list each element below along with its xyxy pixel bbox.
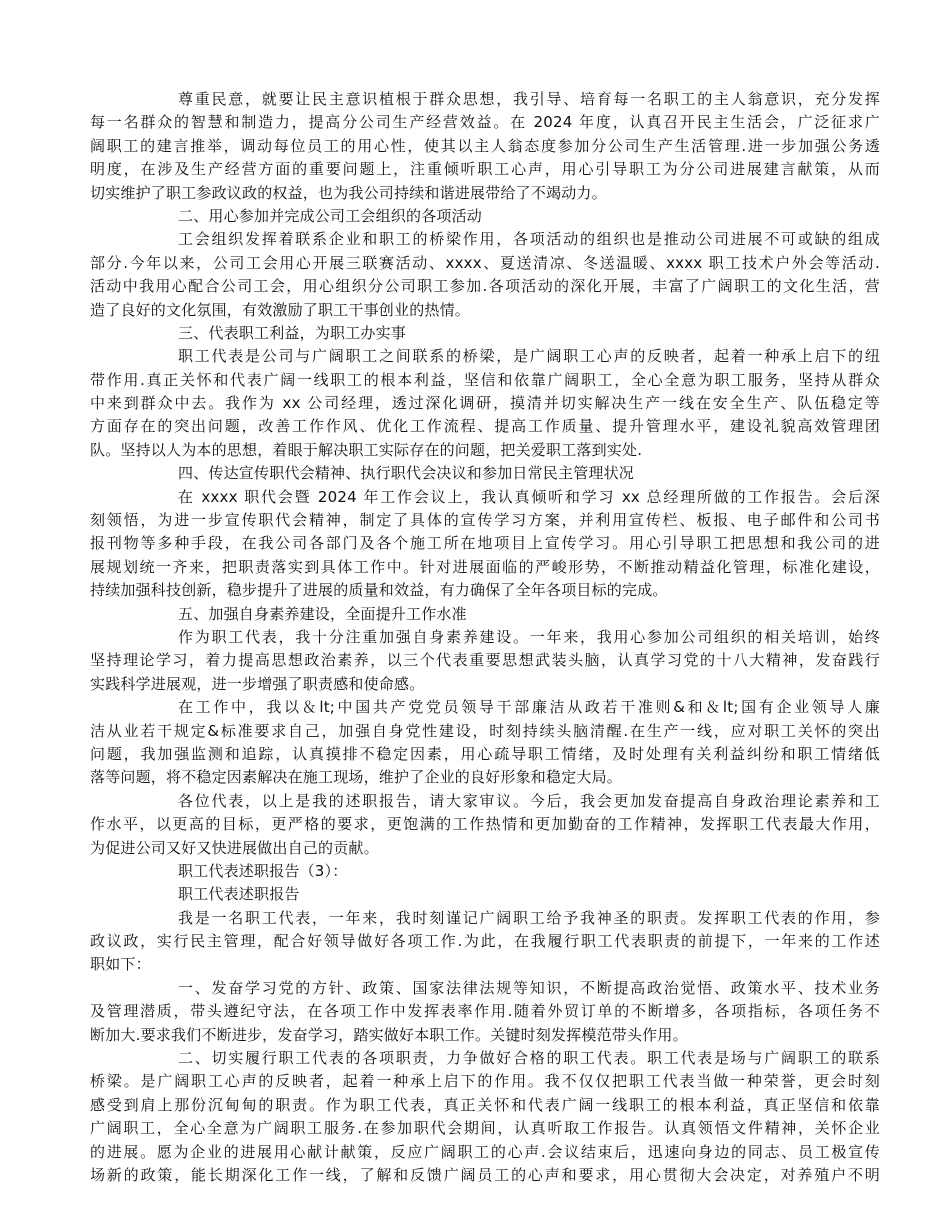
- text-line: 持续加强科技创新，稳步提升了进展的质量和效益，有力确保了全年各项目标的完成。: [90, 581, 668, 600]
- text-line: 感受到肩上那份沉甸甸的职责。作为职工代表，真正关怀和代表广阔一线职工的根本利益，真正坚信和依靠: [90, 1095, 880, 1114]
- text-line: 我是一名职工代表，一年来，我时刻谨记广阔职工给予我神圣的职责。发挥职工代表的作用，参: [178, 908, 880, 927]
- text-line: 队。坚持以人为本的思想，着眼于解决职工实际存在的问题，把关爱职工落到实处.: [90, 440, 643, 459]
- text-line: 问题，我加强监测和追踪，认真摸排不稳定因素，用心疏导职工情绪，及时处理有关利益纠纷和职工情绪低: [90, 744, 880, 763]
- text-line: 活动中我用心配合公司工会，用心组织分公司职工参加.各项活动的深化开展，丰富了广阔职工的文化生活，营: [90, 277, 880, 296]
- text-line: 及管理潜质，带头遵纪守法，在各项工作中发挥表率作用.随着外贸订单的不断增多，各项指标，各项任务不: [90, 1002, 880, 1021]
- text-line: 阔职工的建言推举，调动每位员工的用心性，使其以主人翁态度参加分公司生产生活管理.进一步加强公务透: [90, 136, 880, 155]
- text-line: 报刊物等多种手段，在我公司各部门及各个施工所在地项目上宣传学习。用心引导职工把思想和我公司的进: [90, 534, 880, 553]
- text-line: 展规划统一齐来，把职责落实到具体工作中。针对进展面临的严峻形势，不断推动精益化管理，标准化建设，: [90, 557, 880, 576]
- text-line: 在工作中，我以＆lt;中国共产党党员领导干部廉洁从政若干准则&和＆lt;国有企业领导人廉: [178, 698, 880, 717]
- text-line: 的进展。愿为企业的进展用心献计献策，反应广阔职工的心声.会议结束后，迅速向身边的同志、员工极宣传: [90, 1142, 880, 1161]
- text-line: 中来到群众中去。我作为 xx 公司经理，透过深化调研，摸清并切实解决生产一线在安全生产、队伍稳定等: [90, 394, 880, 413]
- text-line: 三、代表职工利益，为职工办实事: [178, 323, 407, 342]
- text-line: 作为职工代表，我十分注重加强自身素养建设。一年来，我用心参加公司组织的相关培训，始终: [178, 627, 880, 646]
- text-line: 职工代表述职报告: [178, 885, 300, 904]
- text-line: 部分.今年以来，公司工会用心开展三联赛活动、xxxx、夏送清凉、冬送温暖、xxxx 职工技术户外会等活动.: [90, 253, 880, 272]
- text-line: 各位代表，以上是我的述职报告，请大家审议。今后，我会更加发奋提高自身政治理论素养和工: [178, 791, 880, 810]
- text-line: 带作用.真正关怀和代表广阔一线职工的根本利益，坚信和依靠广阔职工，全心全意为职工服务，坚持从群众: [90, 370, 880, 389]
- text-line: 二、切实履行职工代表的各项职责，力争做好合格的职工代表。职工代表是场与广阔职工的联系: [178, 1049, 880, 1068]
- text-line: 一、发奋学习党的方针、政策、国家法律法规等知识，不断提高政治觉悟、政策水平、技术业务: [178, 978, 880, 997]
- text-line: 刻领悟，为进一步宣传职代会精神，制定了具体的宣传学习方案，并利用宣传栏、板报、电子邮件和公司书: [90, 511, 880, 530]
- text-line: 广阔职工，全心全意为广阔职工服务.在参加职代会期间，认真听取工作报告。认真领悟文件精神，关怀企业: [90, 1119, 880, 1138]
- text-line: 实践科学进展观，进一步增强了职责感和使命感。: [90, 674, 425, 693]
- text-line: 桥梁。是广阔职工心声的反映者，起着一种承上启下的作用。我不仅仅把职工代表当做一种荣誉，更会时刻: [90, 1072, 880, 1091]
- document-body: [90, 88, 880, 1187]
- text-line: 尊重民意，就要让民主意识植根于群众思想，我引导、培育每一名职工的主人翁意识，充分发挥: [178, 90, 880, 108]
- text-line: 坚持理论学习，着力提高思想政治素养，以三个代表重要思想武装头脑，认真学习党的十八大精神，发奋践行: [90, 651, 880, 670]
- text-line: 切实维护了职工参政议政的权益，也为我公司持续和谐进展带给了不竭动力。: [90, 183, 607, 202]
- text-line: 职如下：: [90, 955, 151, 974]
- text-line: 造了良好的文化氛围，有效激励了职工干事创业的热情。: [90, 300, 471, 319]
- text-line: 洁从业若干规定&标准要求自己，加强自身党性建设，时刻持续头脑清醒.在生产一线，应对职工关怀的突出: [90, 721, 880, 740]
- text-line: 在 xxxx 职代会暨 2024 年工作会议上，我认真倾听和学习 xx 总经理所做的工作报告。会后深: [178, 487, 880, 506]
- text-line: 工会组织发挥着联系企业和职工的桥梁作用，各项活动的组织也是推动公司进展不可或缺的组成: [178, 230, 880, 249]
- text-line: 五、加强自身素养建设，全面提升工作水准: [178, 604, 467, 623]
- text-line: 为促进公司又好又快进展做出自己的贡献。: [90, 838, 379, 857]
- text-line: 落等问题，将不稳定因素解决在施工现场，维护了企业的良好形象和稳定大局。: [90, 768, 623, 787]
- text-line: 职工代表述职报告（3）：: [178, 861, 348, 880]
- text-line: 每一名群众的智慧和制造力，提高分公司生产经营效益。在 2024 年度，认真召开民主生活会，广泛征求广: [90, 113, 880, 132]
- text-line: 二、用心参加并完成公司工会组织的各项活动: [178, 206, 483, 225]
- text-line: 职工代表是公司与广阔职工之间联系的桥梁，是广阔职工心声的反映者，起着一种承上启下的纽: [178, 347, 880, 366]
- text-line: 方面存在的突出问题，改善工作作风、优化工作流程、提高工作质量、提升管理水平，建设礼貌高效管理团: [90, 417, 880, 436]
- text-line: 场新的政策，能长期深化工作一线，了解和反馈广阔员工的心声和要求，用心贯彻大会决定，对养殖户不明: [90, 1165, 880, 1184]
- text-line: 政议政，实行民主管理，配合好领导做好各项工作.为此，在我履行职工代表职责的前提下，一年来的工作述: [90, 932, 880, 951]
- text-line: 明度，在涉及生产经营方面的重要问题上，注重倾听职工心声，用心引导职工为分公司进展建言献策，从而: [90, 160, 880, 179]
- text-line: 四、传达宣传职代会精神、执行职代会决议和参加日常民主管理状况: [178, 464, 635, 483]
- text-line: 作水平，以更高的目标，更严格的要求，更饱满的工作热情和更加勤奋的工作精神，发挥职工代表最大作用，: [90, 815, 880, 834]
- text-line: 断加大.要求我们不断进步，发奋学习，踏实做好本职工作。关键时刻发挥模范带头作用。: [90, 1025, 688, 1044]
